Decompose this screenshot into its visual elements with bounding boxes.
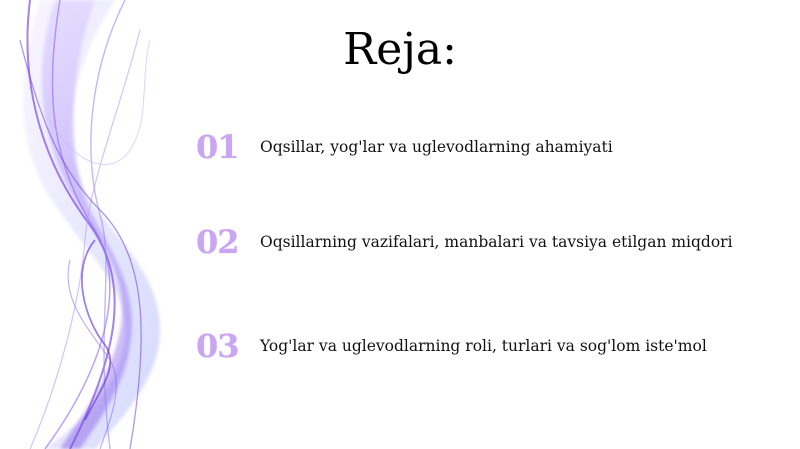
agenda-item-text: Yog'lar va uglevodlarning roli, turlari va sog'lom iste'mol — [260, 337, 707, 355]
agenda-item-number: 01 — [196, 128, 239, 166]
slide-title: Reja: — [343, 24, 457, 75]
agenda-item-text: Oqsillarning vazifalari, manbalari va tavsiya etilgan miqdori — [260, 233, 733, 251]
agenda-item-number: 03 — [196, 327, 239, 365]
agenda-item — [196, 122, 613, 172]
agenda-item-number: 02 — [196, 223, 239, 261]
agenda-item — [196, 321, 707, 371]
agenda-item-text: Oqsillar, yog'lar va uglevodlarning ahamiyati — [260, 138, 613, 156]
agenda-item — [196, 217, 733, 267]
decorative-smoke-ribbon — [0, 0, 200, 449]
